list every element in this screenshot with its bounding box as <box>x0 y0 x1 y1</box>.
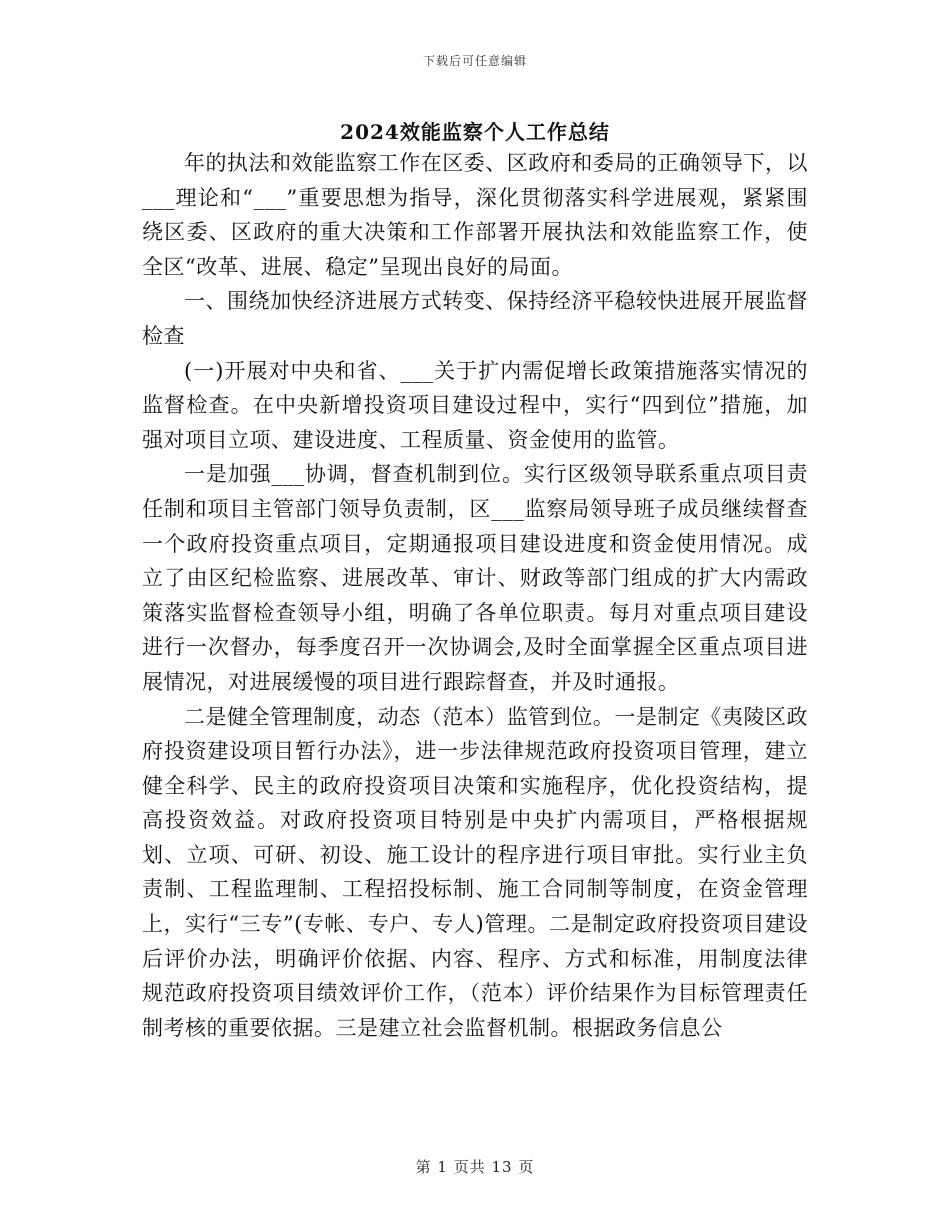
paragraph-point-1: 一是加强___协调，督查机制到位。实行区级领导联系重点项目责任制和项目主管部门领导负责制，区___监察局领导班子成员继续督查一个政府投资重点项目，定期通报项目建设进度和资金使用情况。成立了由区纪检监察、进展改革、审计、财政等部门组成的扩大内需政策落实监督检查领导小组，明确了各单位职责。每月对重点项目建设进行一次督办，每季度召开一次协调会,及时全面掌握全区重点项目进展情况，对进展缓慢的项目进行跟踪督查，并及时通报。 <box>142 462 808 694</box>
document-title: 2024效能监察个人工作总结 <box>340 120 610 144</box>
paragraph-subsection-1: (一)开展对中央和省、___关于扩内需促增长政策措施落实情况的监督检查。在中央新增投资项目建设过程中，实行“四到位”措施，加强对项目立项、建设进度、工程质量、资金使用的监管。 <box>142 358 808 452</box>
paragraph-intro: 年的执法和效能监察工作在区委、区政府和委局的正确领导下，以___理论和“___”重要思想为指导，深化贯彻落实科学进展观，紧紧围绕区委、区政府的重大决策和工作部署开展执法和效能监察工作，使全区“改革、进展、稳定”呈现出良好的局面。 <box>142 151 808 279</box>
paragraph-section-heading: 一、围绕加快经济进展方式转变、保持经济平稳较快进展开展监督检查 <box>142 289 808 348</box>
header-note: 下载后可任意编辑 <box>422 54 527 68</box>
page-number: 第 1 页共 13 页 <box>415 1158 535 1176</box>
document-body <box>142 146 808 1045</box>
paragraph-point-2: 二是健全管理制度，动态（范本）监管到位。一是制定《夷陵区政府投资建设项目暂行办法》，进一步法律规范政府投资项目管理，建立健全科学、民主的政府投资项目决策和实施程序，优化投资结构，提高投资效益。对政府投资项目特别是中央扩内需项目，严格根据规划、立项、可研、初设、施工设计的程序进行项目审批。实行业主负责制、工程监理制、工程招投标制、施工合同制等制度，在资金管理上，实行“三专”(专帐、专户、专人)管理。二是制定政府投资项目建设后评价办法，明确评价依据、内容、程序、方式和标准，用制度法律规范政府投资项目绩效评价工作，（范本）评价结果作为目标管理责任制考核的重要依据。三是建立社会监督机制。根据政务信息公 <box>142 704 808 1040</box>
